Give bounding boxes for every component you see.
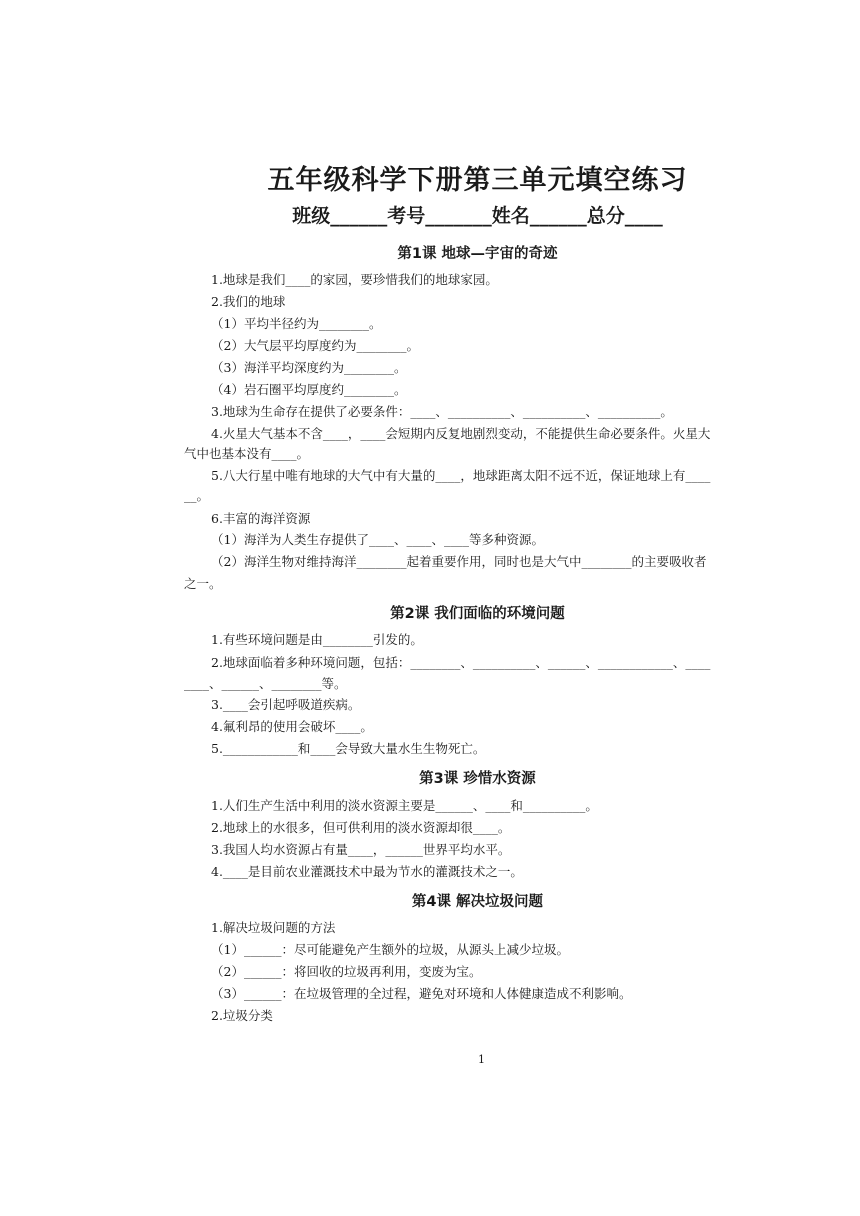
- question-line: ____、______、________等。: [184, 676, 347, 691]
- question-line: 5.____________和____会导致大量水生生物死亡。: [211, 741, 486, 756]
- question-line: 气中也基本没有____。: [184, 446, 310, 461]
- question-line: 4.____是目前农业灌溉技术中最为节水的灌溉技术之一。: [211, 864, 523, 879]
- question-line: 2.我们的地球: [211, 294, 286, 309]
- question-line: 4.氟利昂的使用会破坏____。: [211, 719, 373, 734]
- student-info-line: 班级______考号_______姓名______总分____: [292, 205, 663, 227]
- question-line: （1）平均半径约为________。: [211, 316, 382, 331]
- question-line: 4.火星大气基本不含____，____会短期内反复地剧烈变动，不能提供生命必要条件。火星大: [211, 426, 711, 441]
- question-line: 3.我国人均水资源占有量____，______世界平均水平。: [211, 842, 511, 857]
- page-number: 1: [478, 1053, 485, 1066]
- question-line: 之一。: [184, 576, 222, 591]
- question-line: 3.地球为生命存在提供了必要条件：____、__________、__________、__________。: [211, 404, 673, 419]
- question-line: 2.地球上的水很多，但可供利用的淡水资源却很____。: [211, 820, 511, 835]
- question-line: 2.垃圾分类: [211, 1008, 273, 1023]
- section-title-lesson-4: 第4课 解决垃圾问题: [411, 894, 544, 910]
- question-line: （2）海洋生物对维持海洋________起着重要作用，同时也是大气中________的主要吸收者: [211, 554, 707, 569]
- question-line: __。: [184, 488, 210, 503]
- question-line: （3）______：在垃圾管理的全过程，避免对环境和人体健康造成不利影响。: [211, 986, 632, 1001]
- question-line: （2）大气层平均厚度约为________。: [211, 338, 419, 353]
- question-line: （2）______：将回收的垃圾再利用，变废为宝。: [211, 964, 482, 979]
- section-title-lesson-2: 第2课 我们面临的环境问题: [390, 606, 565, 622]
- question-line: 2.地球面临着多种环境问题，包括：________、__________、______、____________、____: [211, 655, 711, 670]
- question-line: （3）海洋平均深度约为________。: [211, 360, 407, 375]
- question-line: 1.地球是我们____的家园，要珍惜我们的地球家园。: [211, 272, 498, 287]
- question-line: （4）岩石圈平均厚度约________。: [211, 382, 407, 397]
- question-line: （1）______：尽可能避免产生额外的垃圾，从源头上减少垃圾。: [211, 942, 569, 957]
- page-title: 五年级科学下册第三单元填空练习: [267, 165, 688, 196]
- question-line: 5.八大行星中唯有地球的大气中有大量的____，地球距离太阳不远不近，保证地球上有____: [211, 468, 711, 483]
- question-line: 6.丰富的海洋资源: [211, 511, 311, 526]
- question-line: 1.解决垃圾问题的方法: [211, 920, 336, 935]
- section-title-lesson-3: 第3课 珍惜水资源: [419, 771, 536, 787]
- question-line: 3.____会引起呼吸道疾病。: [211, 697, 361, 712]
- question-line: （1）海洋为人类生存提供了____、____、____等多种资源。: [211, 532, 544, 547]
- question-line: 1.有些环境问题是由________引发的。: [211, 632, 423, 647]
- section-title-lesson-1: 第1课 地球—宇宙的奇迹: [397, 246, 558, 262]
- question-line: 1.人们生产生活中利用的淡水资源主要是______、____和__________。: [211, 798, 598, 813]
